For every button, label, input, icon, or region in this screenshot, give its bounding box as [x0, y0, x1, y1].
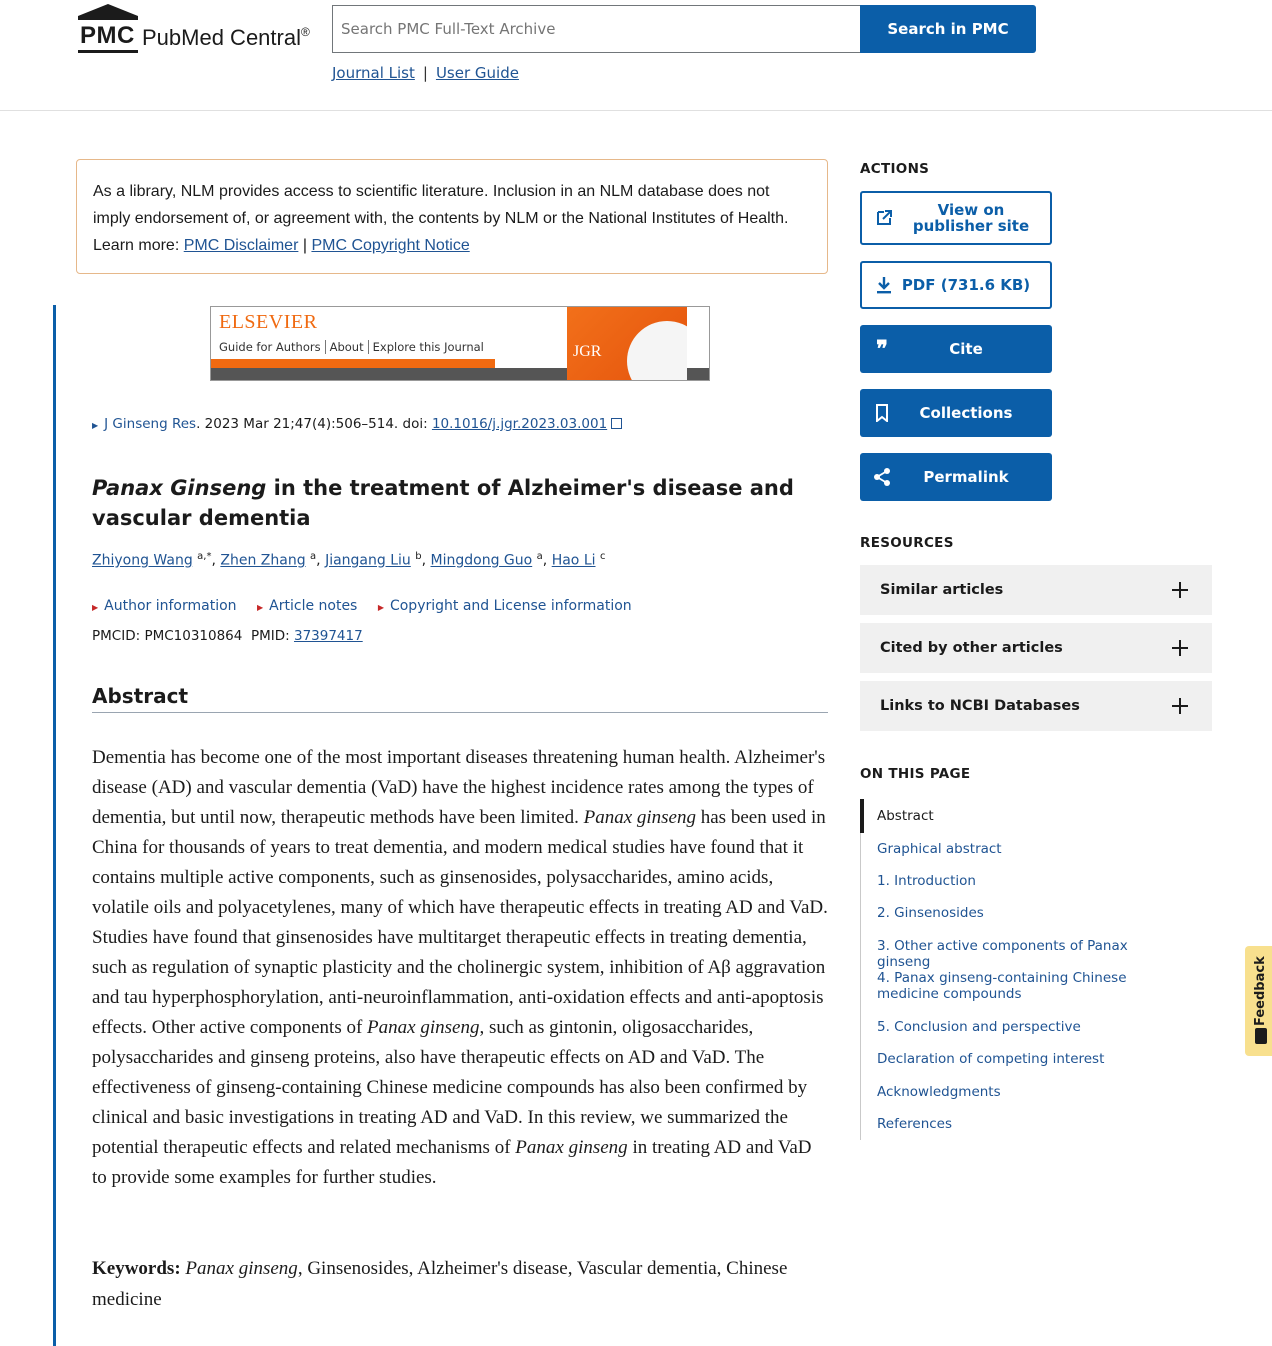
author-affiliation: b	[415, 551, 422, 562]
logo-name	[142, 25, 310, 51]
expand-triangle-icon: ▶	[377, 603, 384, 612]
pmid-label: PMID:	[250, 628, 294, 644]
logo-registered: ®	[300, 25, 310, 39]
nlm-disclaimer	[76, 159, 828, 274]
pmid-link[interactable]: 37397417	[293, 628, 363, 644]
cited-by-accordion[interactable]	[860, 623, 1212, 673]
copyright-toggle[interactable]	[378, 598, 632, 614]
banner-explore-link[interactable]: Explore this Journal	[372, 340, 484, 354]
cite-button[interactable]	[860, 325, 1052, 373]
pmc-disclaimer-link[interactable]: PMC Disclaimer	[183, 237, 299, 254]
header-links	[332, 64, 519, 82]
search-button[interactable]: Search in PMC	[860, 5, 1036, 53]
journal-list-link[interactable]: Journal List	[332, 64, 415, 82]
external-link-icon	[874, 208, 894, 228]
feedback-icon	[1255, 1028, 1267, 1044]
plus-icon	[1172, 582, 1188, 598]
author-information-toggle[interactable]	[92, 598, 237, 614]
site-header	[0, 0, 1272, 111]
toc-abstract[interactable]: Abstract	[877, 808, 934, 824]
expand-triangle-icon[interactable]: ▶	[92, 421, 99, 430]
logo-mark: PMC	[80, 22, 135, 49]
author-link[interactable]: Zhen Zhang	[220, 552, 306, 569]
author-link[interactable]: Zhiyong Wang	[92, 552, 193, 569]
download-icon	[874, 275, 894, 295]
plus-icon	[1172, 640, 1188, 656]
search-input[interactable]	[332, 5, 861, 53]
keywords	[92, 1253, 828, 1315]
pdf-download-label: PDF (731.6 KB)	[901, 276, 1031, 294]
permalink-button[interactable]	[860, 453, 1052, 501]
journal-link[interactable]: J Ginseng Res	[104, 416, 197, 432]
collections-label: Collections	[919, 404, 1013, 422]
author-link[interactable]: Jiangang Liu	[325, 552, 411, 569]
article-ids	[92, 628, 363, 644]
abstract-part: Dementia has become one of the most important diseases threatening human health. Alzheimer's disease (AD) and vascular dementia (VaD) have the highest incidence rates among the types of dementia, but until now, therapeutic methods have been limited.	[92, 747, 826, 828]
feedback-label: Feedback	[1253, 956, 1268, 1026]
author-link[interactable]: Mingdong Guo	[430, 552, 533, 569]
author-list: Zhiyong Wang $^{a,*}$, Zhen Zhang $^a$, Jiangang Liu $^b$, Mingdong Guo $^a$, Hao Li $^c$	[92, 551, 606, 569]
toc-active-indicator	[860, 799, 864, 833]
logo-roof-icon	[78, 4, 138, 16]
expand-triangle-icon: ▶	[257, 603, 264, 612]
banner-orange-stripe	[211, 359, 495, 368]
cited-by-label: Cited by other articles	[880, 640, 1063, 656]
author-affiliation: a	[536, 551, 543, 562]
toc-references[interactable]: References	[877, 1116, 953, 1132]
abstract-italic: Panax ginseng	[367, 1017, 480, 1038]
toc-other-components[interactable]: 3. Other active components of Panax ginseng	[877, 938, 1128, 970]
view-publisher-label: View on publisher site	[912, 201, 1030, 235]
article-accent-bar	[53, 305, 56, 1346]
logo-roof-bar	[78, 16, 138, 20]
logo-underline	[78, 50, 138, 53]
toc-acknowledgments[interactable]: Acknowledgments	[877, 1084, 1001, 1100]
cover-swoosh	[627, 321, 687, 380]
feedback-tab[interactable]	[1245, 946, 1272, 1056]
disclaimer-separator: |	[298, 237, 312, 254]
similar-articles-accordion[interactable]	[860, 565, 1212, 615]
collections-button[interactable]	[860, 389, 1052, 437]
article-meta-links	[92, 598, 648, 614]
toc-competing-interest[interactable]: Declaration of competing interest	[877, 1051, 1105, 1067]
resources-heading: RESOURCES	[860, 535, 954, 551]
article-notes-label: Article notes	[269, 598, 358, 614]
pmc-copyright-link[interactable]: PMC Copyright Notice	[311, 237, 470, 254]
pmcid-value: PMC10310864	[144, 628, 243, 644]
banner-guide-link[interactable]: Guide for Authors	[219, 340, 326, 354]
similar-articles-label: Similar articles	[880, 582, 1004, 598]
view-publisher-button[interactable]	[860, 191, 1052, 245]
copyright-label: Copyright and License information	[389, 598, 632, 614]
cite-label: Cite	[949, 340, 983, 358]
share-icon	[872, 467, 892, 487]
actions-heading: ACTIONS	[860, 161, 930, 177]
toc-ginsenosides[interactable]: 2. Ginsenosides	[877, 905, 984, 921]
keywords-italic: Panax ginseng	[185, 1258, 298, 1279]
abstract-italic: Panax ginseng	[515, 1137, 628, 1158]
keywords-rest: , Ginsenosides, Alzheimer's disease, Vascular dementia, Chinese medicine	[92, 1258, 788, 1310]
article-notes-toggle[interactable]	[257, 598, 357, 614]
external-link-icon	[611, 418, 622, 429]
author-affiliation: c	[599, 551, 606, 562]
pmc-logo[interactable]	[76, 4, 321, 56]
pmcid-label: PMCID:	[92, 628, 145, 644]
ncbi-links-accordion[interactable]	[860, 681, 1212, 731]
abstract-part: has been used in China for thousands of years to treat dementia, and modern medical studies have found that it contains multiple active components, such as ginsenosides, polysaccharides, amino acids, volatile oils and polyacetylenes, many of which have therapeutic effects in treating AD and VaD. Studies have found that ginsenosides have multitarget therapeutic effects in treating dementia, such as regulation of synaptic plasticity and the cholinergic system, inhibition of Aβ aggravation and tau hyperphosphorylation, anti-neuroinflammation, anti-oxidation effects and anti-apoptosis effects. Other active components of	[92, 807, 828, 1038]
citation-line	[92, 416, 622, 432]
abstract-heading: Abstract	[92, 684, 828, 713]
disclaimer-text: As a library, NLM provides access to scientific literature. Inclusion in an NLM database does not imply endorsement of, or agreement with, the contents by NLM or the National Institutes of Health. Learn more:	[93, 183, 789, 254]
doi-link[interactable]: 10.1016/j.jgr.2023.03.001	[431, 416, 608, 432]
journal-cover-image	[567, 307, 687, 380]
banner-nav	[219, 340, 492, 354]
cover-title: JGR	[573, 343, 602, 360]
logo-name-text: PubMed Central	[142, 25, 301, 50]
permalink-label: Permalink	[923, 468, 1009, 486]
journal-banner[interactable]	[210, 306, 710, 381]
citation-details: . 2023 Mar 21;47(4):506–514. doi:	[196, 416, 432, 432]
title-rest: in the treatment of Alzheimer's disease and vascular dementia	[92, 476, 794, 530]
header-link-separator: |	[422, 64, 428, 82]
user-guide-link[interactable]: User Guide	[435, 64, 519, 82]
pdf-download-button[interactable]	[860, 261, 1052, 309]
toc-introduction[interactable]: 1. Introduction	[877, 873, 976, 889]
toc-conclusion[interactable]: 5. Conclusion and perspective	[877, 1019, 1081, 1035]
author-affiliation: a,*	[197, 551, 212, 562]
abstract-part: , such as gintonin, oligosaccharides, polysaccharides and ginseng proteins, also have therapeutic effects on AD and VaD. The effectiveness of ginseng-containing Chinese medicine compounds has also been confirmed by clinical and basic investigations in treating AD and VaD. In this review, we summarized the potential therapeutic effects and related mechanisms of	[92, 1017, 808, 1158]
abstract-text	[92, 743, 828, 1193]
abstract-part: in treating AD and VaD to provide some examples for further studies.	[92, 1137, 812, 1188]
abstract-italic: Panax ginseng	[583, 807, 696, 828]
author-affiliation: a	[310, 551, 317, 562]
article-title	[92, 473, 812, 533]
author-information-label: Author information	[104, 598, 237, 614]
on-this-page-heading: ON THIS PAGE	[860, 766, 971, 782]
expand-triangle-icon: ▶	[92, 603, 99, 612]
ncbi-links-label: Links to NCBI Databases	[880, 698, 1080, 714]
bookmark-icon	[872, 403, 892, 423]
plus-icon	[1172, 698, 1188, 714]
author-link[interactable]: Hao Li	[551, 552, 596, 569]
toc-graphical-abstract[interactable]: Graphical abstract	[877, 841, 1002, 857]
banner-about-link[interactable]: About	[330, 340, 369, 354]
elsevier-logo: ELSEVIER	[219, 311, 318, 333]
keywords-label: Keywords:	[92, 1258, 181, 1279]
toc-chinese-medicine[interactable]: 4. Panax ginseng-containing Chinese medicine compounds	[877, 970, 1127, 1002]
title-italic: Panax Ginseng	[92, 476, 267, 500]
quote-icon: ❞	[876, 336, 888, 362]
